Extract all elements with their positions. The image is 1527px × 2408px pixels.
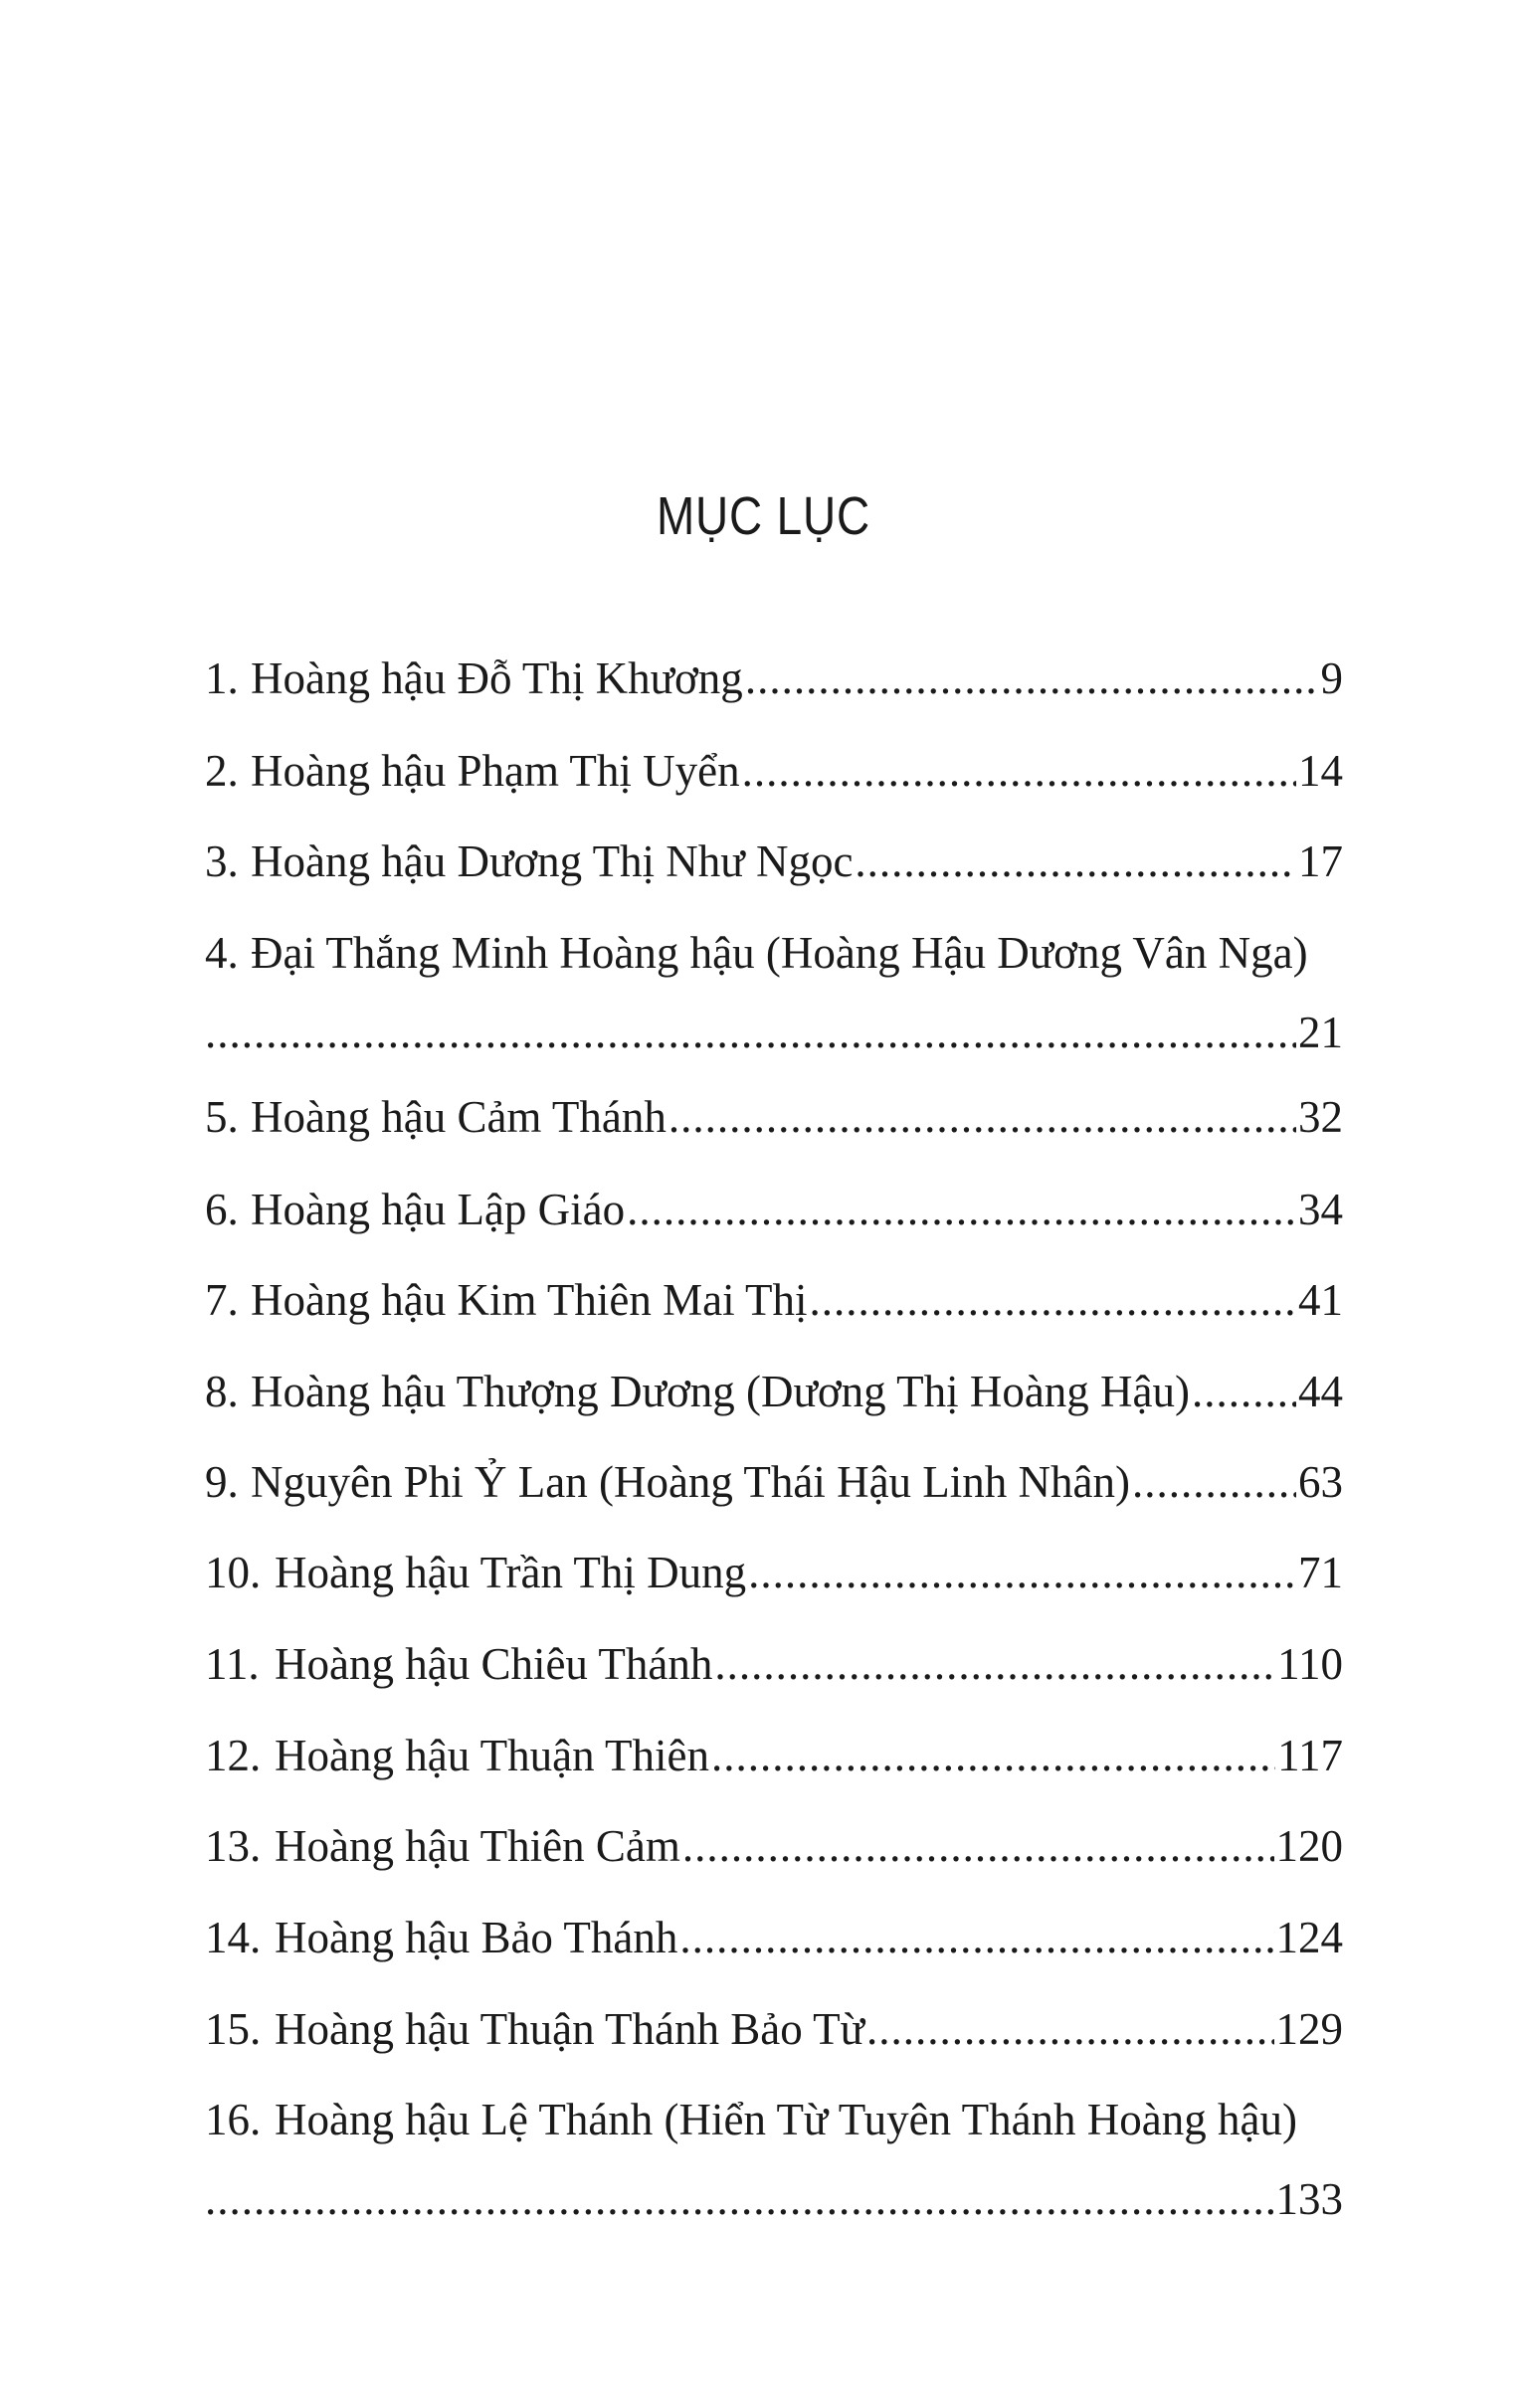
entry-number: 10. <box>205 1548 262 1597</box>
entry-title: Hoàng hậu Thượng Dương (Dương Thị Hoàng Hậu) <box>251 1367 1191 1416</box>
dot-leader <box>748 1545 1296 1600</box>
entry-title: Hoàng hậu Phạm Thị Uyển <box>251 746 740 796</box>
entry-title: Hoàng hậu Kim Thiên Mai Thị <box>251 1275 808 1325</box>
dot-leader <box>745 650 1319 706</box>
entry-title: Hoàng hậu Lệ Thánh (Hiển Từ Tuyên Thánh Hoàng hậu) <box>275 2095 1297 2144</box>
dot-leader <box>855 834 1296 889</box>
entry-page: 117 <box>1277 1731 1343 1780</box>
entry-page: 32 <box>1298 1092 1343 1142</box>
dot-leader <box>866 2001 1273 2057</box>
entry-number: 6. <box>205 1185 239 1234</box>
dot-leader <box>711 1728 1275 1783</box>
toc-entry[interactable] <box>205 743 1343 799</box>
entry-number: 14. <box>205 1913 262 1962</box>
dot-leader <box>679 1910 1273 1965</box>
toc-entry[interactable] <box>205 925 1343 1060</box>
dot-leader <box>682 1818 1274 1874</box>
entry-number: 3. <box>205 836 239 886</box>
entry-page: 110 <box>1277 1639 1343 1689</box>
toc-entry[interactable] <box>205 1089 1343 1145</box>
entry-number: 2. <box>205 746 239 796</box>
dot-leader <box>810 1272 1296 1328</box>
toc-entry[interactable] <box>205 1182 1343 1237</box>
entry-page: 120 <box>1275 1821 1343 1871</box>
dot-leader <box>205 1005 1296 1060</box>
entry-page: 34 <box>1298 1185 1343 1234</box>
entry-title: Đại Thắng Minh Hoàng hậu (Hoàng Hậu Dương Vân Nga) <box>251 928 1308 978</box>
entry-title: Hoàng hậu Đỗ Thị Khương <box>251 653 743 703</box>
toc-entry[interactable] <box>205 1728 1343 1783</box>
toc-entry[interactable] <box>205 1636 1343 1692</box>
dot-leader <box>742 743 1296 799</box>
entry-page: 44 <box>1298 1367 1343 1416</box>
entry-number: 15. <box>205 2004 262 2054</box>
page-title: MỤC LỤC <box>656 486 871 546</box>
entry-title: Hoàng hậu Cảm Thánh <box>251 1092 667 1142</box>
toc-entry[interactable] <box>205 2092 1343 2227</box>
dot-leader <box>627 1182 1296 1237</box>
dot-leader <box>714 1636 1275 1692</box>
entry-number: 9. <box>205 1457 239 1507</box>
entry-title: Hoàng hậu Thuận Thánh Bảo Từ <box>275 2004 865 2054</box>
toc-entry[interactable] <box>205 1454 1343 1510</box>
toc-entry[interactable] <box>205 1818 1343 1874</box>
entry-page: 129 <box>1275 2004 1343 2054</box>
entry-number: 4. <box>205 928 239 978</box>
entry-page: 9 <box>1320 653 1343 703</box>
entry-page: 133 <box>1275 2174 1343 2224</box>
entry-number: 1. <box>205 653 239 703</box>
dot-leader <box>205 2171 1274 2227</box>
toc-entry[interactable] <box>205 650 1343 706</box>
entry-title: Hoàng hậu Bảo Thánh <box>275 1913 678 1962</box>
entry-page: 21 <box>1298 1008 1343 1057</box>
dot-leader <box>668 1089 1296 1145</box>
entry-title: Hoàng hậu Thiên Cảm <box>275 1821 680 1871</box>
entry-number: 8. <box>205 1367 239 1416</box>
toc-entry[interactable] <box>205 834 1343 889</box>
toc-entry[interactable] <box>205 2001 1343 2057</box>
entry-title: Hoàng hậu Trần Thị Dung <box>275 1548 747 1597</box>
entry-title: Hoàng hậu Dương Thị Như Ngọc <box>251 836 854 886</box>
toc-entry[interactable] <box>205 1364 1343 1419</box>
entry-page: 17 <box>1298 836 1343 886</box>
entry-number: 13. <box>205 1821 262 1871</box>
dot-leader <box>1132 1454 1296 1510</box>
entry-page: 124 <box>1275 1913 1343 1962</box>
entry-title: Hoàng hậu Lập Giáo <box>251 1185 626 1234</box>
entry-page: 63 <box>1298 1457 1343 1507</box>
entry-number: 7. <box>205 1275 239 1325</box>
entry-page: 14 <box>1298 746 1343 796</box>
entry-number: 11. <box>205 1639 260 1689</box>
entry-page: 71 <box>1298 1548 1343 1597</box>
toc-entry[interactable] <box>205 1910 1343 1965</box>
entry-number: 12. <box>205 1731 262 1780</box>
toc-entry[interactable] <box>205 1272 1343 1328</box>
dot-leader <box>1192 1364 1296 1419</box>
entry-title: Hoàng hậu Thuận Thiên <box>275 1731 709 1780</box>
entry-title: Nguyên Phi Ỷ Lan (Hoàng Thái Hậu Linh Nhân) <box>251 1457 1130 1507</box>
entry-title: Hoàng hậu Chiêu Thánh <box>275 1639 713 1689</box>
toc-entry[interactable] <box>205 1545 1343 1600</box>
entry-number: 5. <box>205 1092 239 1142</box>
entry-page: 41 <box>1298 1275 1343 1325</box>
entry-number: 16. <box>205 2095 262 2144</box>
